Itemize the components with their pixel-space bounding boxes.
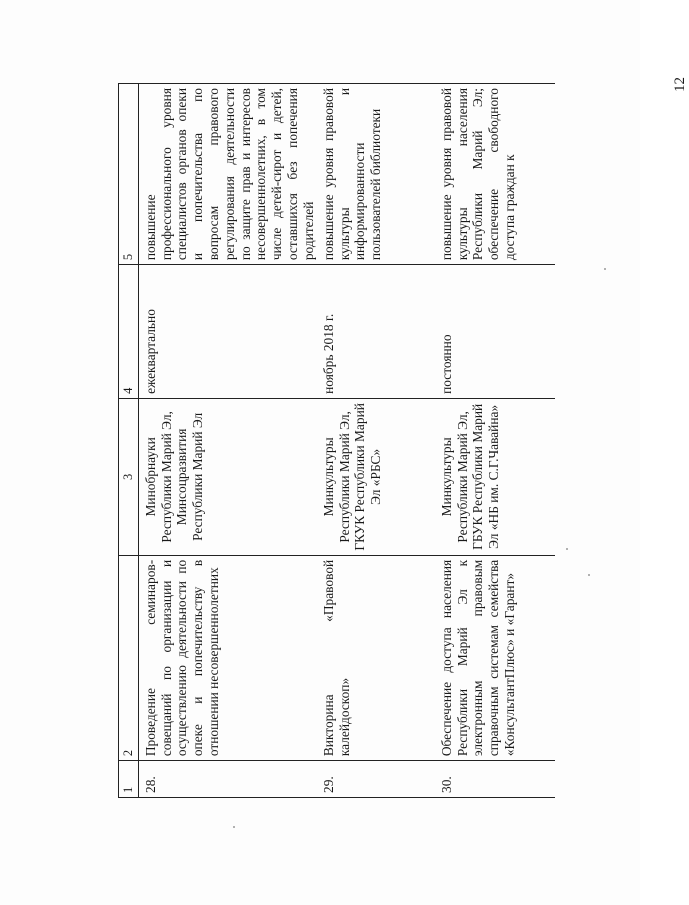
page-number: 12 [672, 77, 688, 92]
result-cell: повышение уровня правовой культуры населения Республики Марий Эл; обеспечение свободного доступа граждан к [437, 84, 555, 265]
table-row [319, 84, 437, 798]
events-table [118, 83, 555, 798]
row-number: 30. [437, 761, 555, 798]
event-cell: Проведение семинаров-совещаний по организации и осуществлению деятельности по опеке и попечительству в отношении несовершеннолетних [138, 555, 318, 760]
scan-speck [604, 268, 606, 270]
table-header-row [119, 84, 139, 798]
row-number: 28. [138, 761, 318, 798]
responsible-cell: Минкультуры Республики Марий Эл, ГБУК Республики Марий Эл «НБ им. С.Г.Чавайна» [437, 398, 555, 555]
header-col-2: 2 [119, 555, 139, 760]
event-cell: Викторина «Правовой калейдоскоп» [319, 555, 437, 760]
result-cell: повышение уровня правовой культуры и информированности пользователей библиотеки [319, 84, 437, 265]
event-cell: Обеспечение доступа населения Республики Марий Эл к электронным правовым справочным системам семейства «КонсультантПлюс» и «Гарант» [437, 555, 555, 760]
header-col-5: 5 [119, 84, 139, 265]
result-cell: повышение профессионального уровня специалистов органов опеки и попечительства по вопросам правового регулирования деятельности по защите прав и интересов несовершеннолетних, в том числе детей-сирот и детей, оставшихся без попечения родителей [138, 84, 318, 265]
header-col-4: 4 [119, 265, 139, 399]
scan-speck [566, 548, 568, 550]
row-number: 29. [319, 761, 437, 798]
header-col-1: 1 [119, 761, 139, 798]
period-cell: ноябрь 2018 г. [319, 265, 437, 399]
period-cell: постоянно [437, 265, 555, 399]
period-cell: ежеквартально [138, 265, 318, 399]
table-row [437, 84, 555, 798]
rotated-table-sheet [118, 83, 518, 798]
scan-speck [588, 574, 590, 576]
responsible-cell: Минобрнауки Республики Марий Эл, Минсоцразвития Республики Марий Эл [138, 398, 318, 555]
responsible-cell: Минкультуры Республики Марий Эл, ГКУК Республики Марий Эл «РБС» [319, 398, 437, 555]
scan-speck [233, 826, 235, 828]
header-col-3: 3 [119, 398, 139, 555]
table-row [138, 84, 318, 798]
